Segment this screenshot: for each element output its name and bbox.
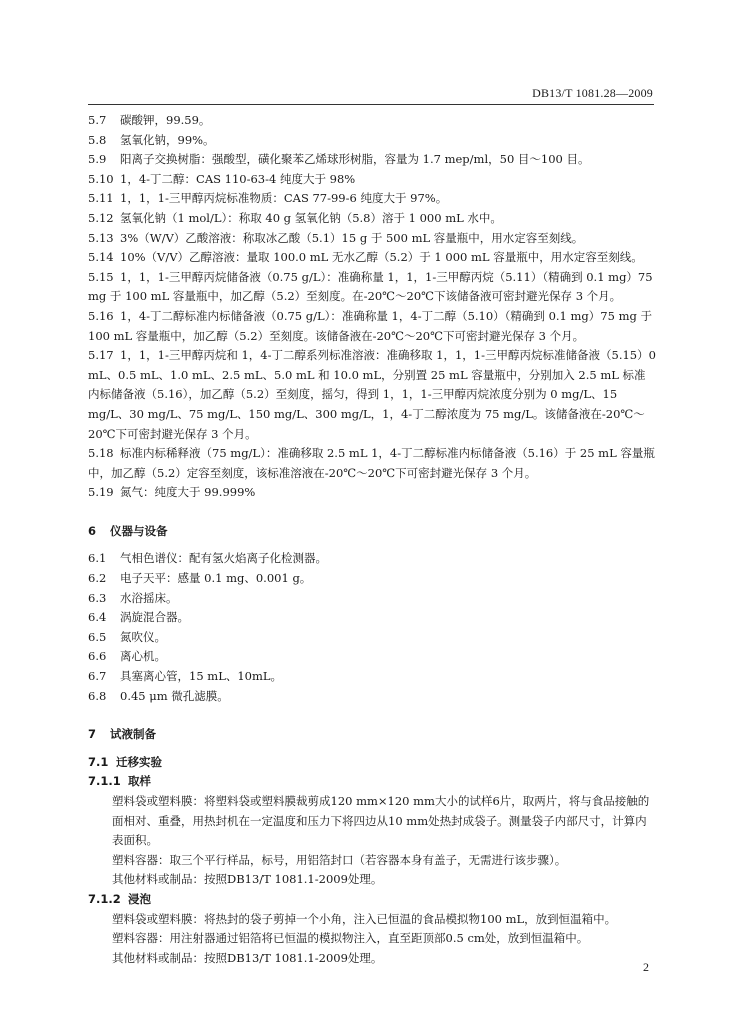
paragraph: 塑料容器：取三个平行样品，标号，用铝箔封口（若容器本身有盖子，无需进行该步骤）。 — [112, 852, 567, 867]
subsection-heading: 7.1 迁移实验 — [88, 754, 162, 769]
list-item: 5.19 氮气：纯度大于 99.999% — [88, 485, 256, 500]
list-item: 5.18 标准内标稀释液（75 mg/L）：准确移取 2.5 mL 1，4-丁二醇标准内标储备液（5.16）于 25 mL 容量瓶中，加乙醇（5.2）定容至刻度，该标准溶液在-20℃～20℃下可密封避光保存 3 个月。 — [88, 446, 655, 480]
document-code: DB13/T 1081.28—2009 — [532, 86, 653, 100]
list-item: 5.15 1，1，1-三甲醇丙烷储备液（0.75 g/L）：准确称量 1，1，1-三甲醇丙烷（5.11）（精确到 0.1 mg）75 mg 于 100 mL 容量瓶中，加乙醇（5.2）至刻度。在-20℃～20℃下该储备液可密封避光保存 3 个月。 — [88, 269, 653, 304]
list-item: 6.5 氮吹仪。 — [88, 629, 166, 644]
section-heading: 6 仪器与设备 — [88, 523, 168, 538]
list-item: 6.1 气相色谱仪：配有氢火焰离子化检测器。 — [88, 551, 327, 566]
paragraph: 塑料袋或塑料膜：将热封的袋子剪掉一个小角，注入已恒温的食品模拟物100 mL，放到恒温箱中。 — [112, 911, 617, 926]
section-heading: 7 试液制备 — [88, 727, 156, 742]
header-rule — [88, 104, 654, 105]
list-item: 6.6 离心机。 — [88, 649, 166, 664]
subsection-heading: 7.1.1 取样 — [88, 774, 151, 789]
list-item: 6.8 0.45 μm 微孔滤膜。 — [88, 688, 229, 703]
list-item: 5.13 3%（W/V）乙酸溶液：称取冰乙酸（5.1）15 g 于 500 mL 容量瓶中，用水定容至刻线。 — [88, 230, 584, 245]
list-item: 5.9 阳离子交换树脂：强酸型，磺化聚苯乙烯球形树脂，容量为 1.7 mep/ml，50 目～100 目。 — [88, 152, 590, 167]
subsection-heading: 7.1.2 浸泡 — [88, 891, 151, 906]
list-item: 5.11 1，1，1-三甲醇丙烷标准物质：CAS 77-99-6 纯度大于 97%。 — [88, 191, 448, 206]
list-item: 6.7 具塞离心管，15 mL、10mL。 — [88, 669, 283, 684]
list-item: 5.10 1，4-丁二醇：CAS 110-63-4 纯度大于 98% — [88, 171, 356, 186]
list-item: 5.8 氢氧化钠，99%。 — [88, 132, 215, 147]
list-item: 6.3 水浴摇床。 — [88, 590, 178, 605]
page-content — [88, 111, 656, 968]
list-item: 5.12 氢氧化钠（1 mol/L）：称取 40 g 氢氧化钠（5.8）溶于 1 000 mL 水中。 — [88, 210, 502, 225]
list-item: 5.16 1，4-丁二醇标准内标储备液（0.75 g/L）：准确称量 1，4-丁二醇（5.10）（精确到 0.1 mg）75 mg 于 100 mL 容量瓶中，加乙醇（5.2）至刻度。该储备液在-20℃～20℃下可密封避光保存 3 个月。 — [88, 308, 653, 343]
list-item: 5.7 碳酸钾，99.59。 — [88, 113, 211, 127]
paragraph: 塑料容器：用注射器通过铝箔将已恒温的模拟物注入，直至距顶部0.5 cm处，放到恒温箱中。 — [112, 931, 589, 946]
paragraph: 其他材料或制品：按照DB13/T 1081.1-2009处理。 — [112, 872, 383, 887]
paragraph: 塑料袋或塑料膜：将塑料袋或塑料膜裁剪成120 mm×120 mm大小的试样6片，取两片，将与食品接触的面相对、重叠，用热封机在一定温度和压力下将四边从10 mm处热封成袋子。测量袋子内部尺寸，计算内表面积。 — [112, 794, 650, 848]
list-item: 6.4 涡旋混合器。 — [88, 610, 189, 625]
list-item: 5.14 10%（V/V）乙醇溶液：量取 100.0 mL 无水乙醇（5.2）于 1 000 mL 容量瓶中，用水定容至刻线。 — [88, 250, 643, 265]
list-item: 6.2 电子天平：感量 0.1 mg、0.001 g。 — [88, 571, 312, 586]
page-number: 2 — [643, 960, 649, 974]
list-item: 5.17 1，1，1-三甲醇丙烷和 1，4-丁二醇系列标准溶液：准确移取 1，1，1-三甲醇丙烷标准储备液（5.15）0 mL、0.5 mL、1.0 mL、2.5 mL、5.0 mL 和 10.0 mL，分别置 25 mL 容量瓶中，分别加入 2.5 mL 标准内标储备液（5.16），加乙醇（5.2）至刻度，摇匀，得到 1，1，1-三甲醇丙烷浓度分别为 0 mg/L、15 mg/L、30 mg/L、75 mg/L、150 mg/L、300 mg/L，1，4-丁二醇浓度为 75 mg/L。该储备液在-20℃～20℃下可密封避光保存 3 个月。 — [88, 348, 656, 441]
paragraph: 其他材料或制品：按照DB13/T 1081.1-2009处理。 — [112, 950, 383, 965]
